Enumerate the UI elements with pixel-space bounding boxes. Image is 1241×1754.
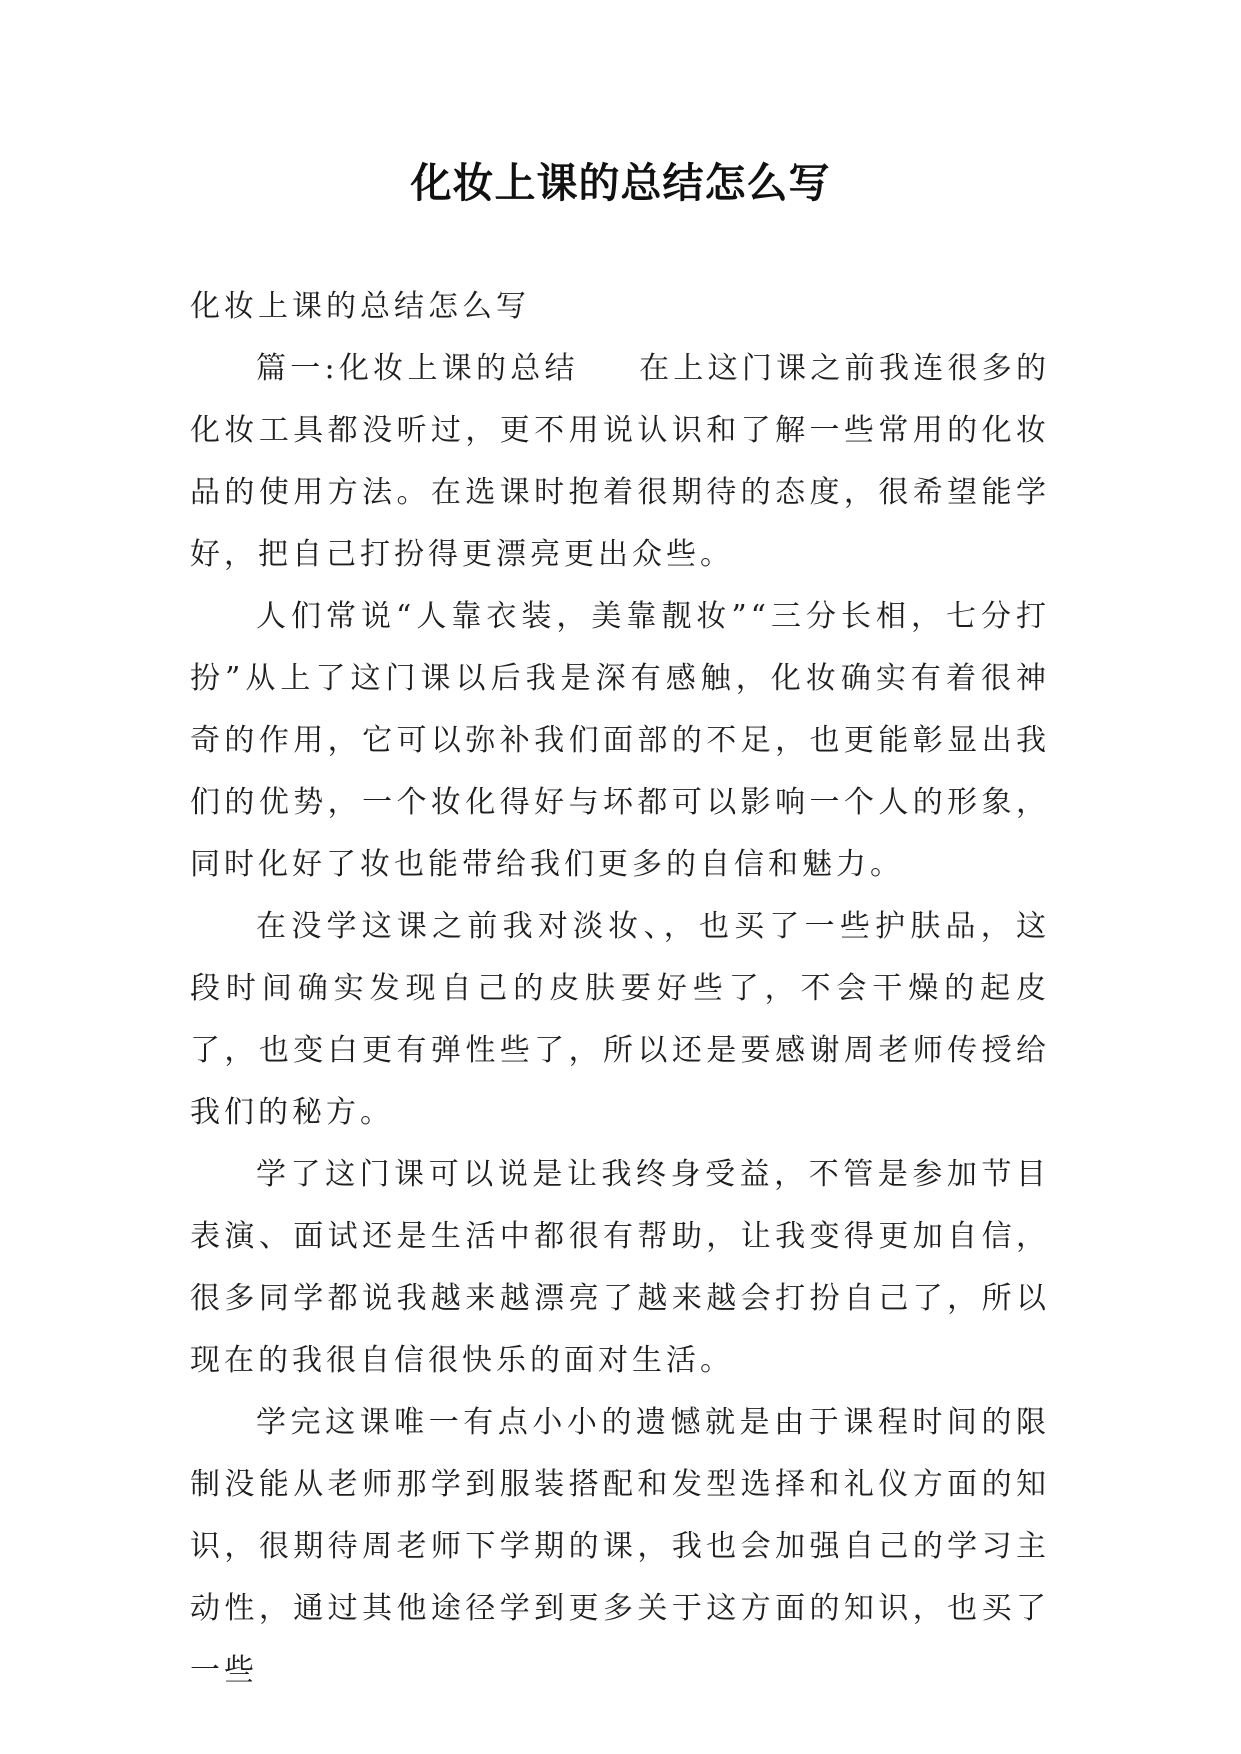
paragraph-1-text: 在上这门课之前我连很多的化妆工具都没听过，更不用说认识和了解一些常用的化妆品的使用方法。在选课时抱着很期待的态度，很希望能学好，把自己打扮得更漂亮更出众些。 — [190, 351, 1051, 572]
paragraph-3: 在没学这课之前我对淡妆、，也买了一些护肤品，这段时间确实发现自己的皮肤要好些了，不会干燥的起皮了，也变白更有弹性些了，所以还是要感谢周老师传授给我们的秘方。 — [190, 909, 1050, 1130]
document-title: 化妆上课的总结怎么写 — [410, 159, 831, 207]
paragraph-5: 学完这课唯一有点小小的遗憾就是由于课程时间的限制没能从老师那学到服装搭配和发型选择和礼仪方面的知识，很期待周老师下学期的课，我也会加强自己的学习主动性，通过其他途径学到更多关于这方面的知识，也买了一些 — [190, 1405, 1050, 1688]
document-body — [190, 276, 1050, 1702]
section-label: 篇一:化妆上课的总结 — [256, 351, 579, 386]
paragraph-1 — [190, 338, 1050, 586]
paragraph-4: 学了这门课可以说是让我终身受益，不管是参加节目表演、面试还是生活中都很有帮助，让我变得更加自信，很多同学都说我越来越漂亮了越来越会打扮自己了，所以现在的我很自信很快乐的面对生活。 — [190, 1157, 1050, 1378]
paragraph-2: 人们常说“人靠衣装，美靠靓妆”“三分长相，七分打扮”从上了这门课以后我是深有感触，化妆确实有着很神奇的作用，它可以弥补我们面部的不足，也更能彰显出我们的优势，一个妆化得好与坏都可以影响一个人的形象，同时化好了妆也能带给我们更多的自信和魅力。 — [190, 599, 1050, 882]
document-subtitle: 化妆上课的总结怎么写 — [190, 289, 530, 324]
